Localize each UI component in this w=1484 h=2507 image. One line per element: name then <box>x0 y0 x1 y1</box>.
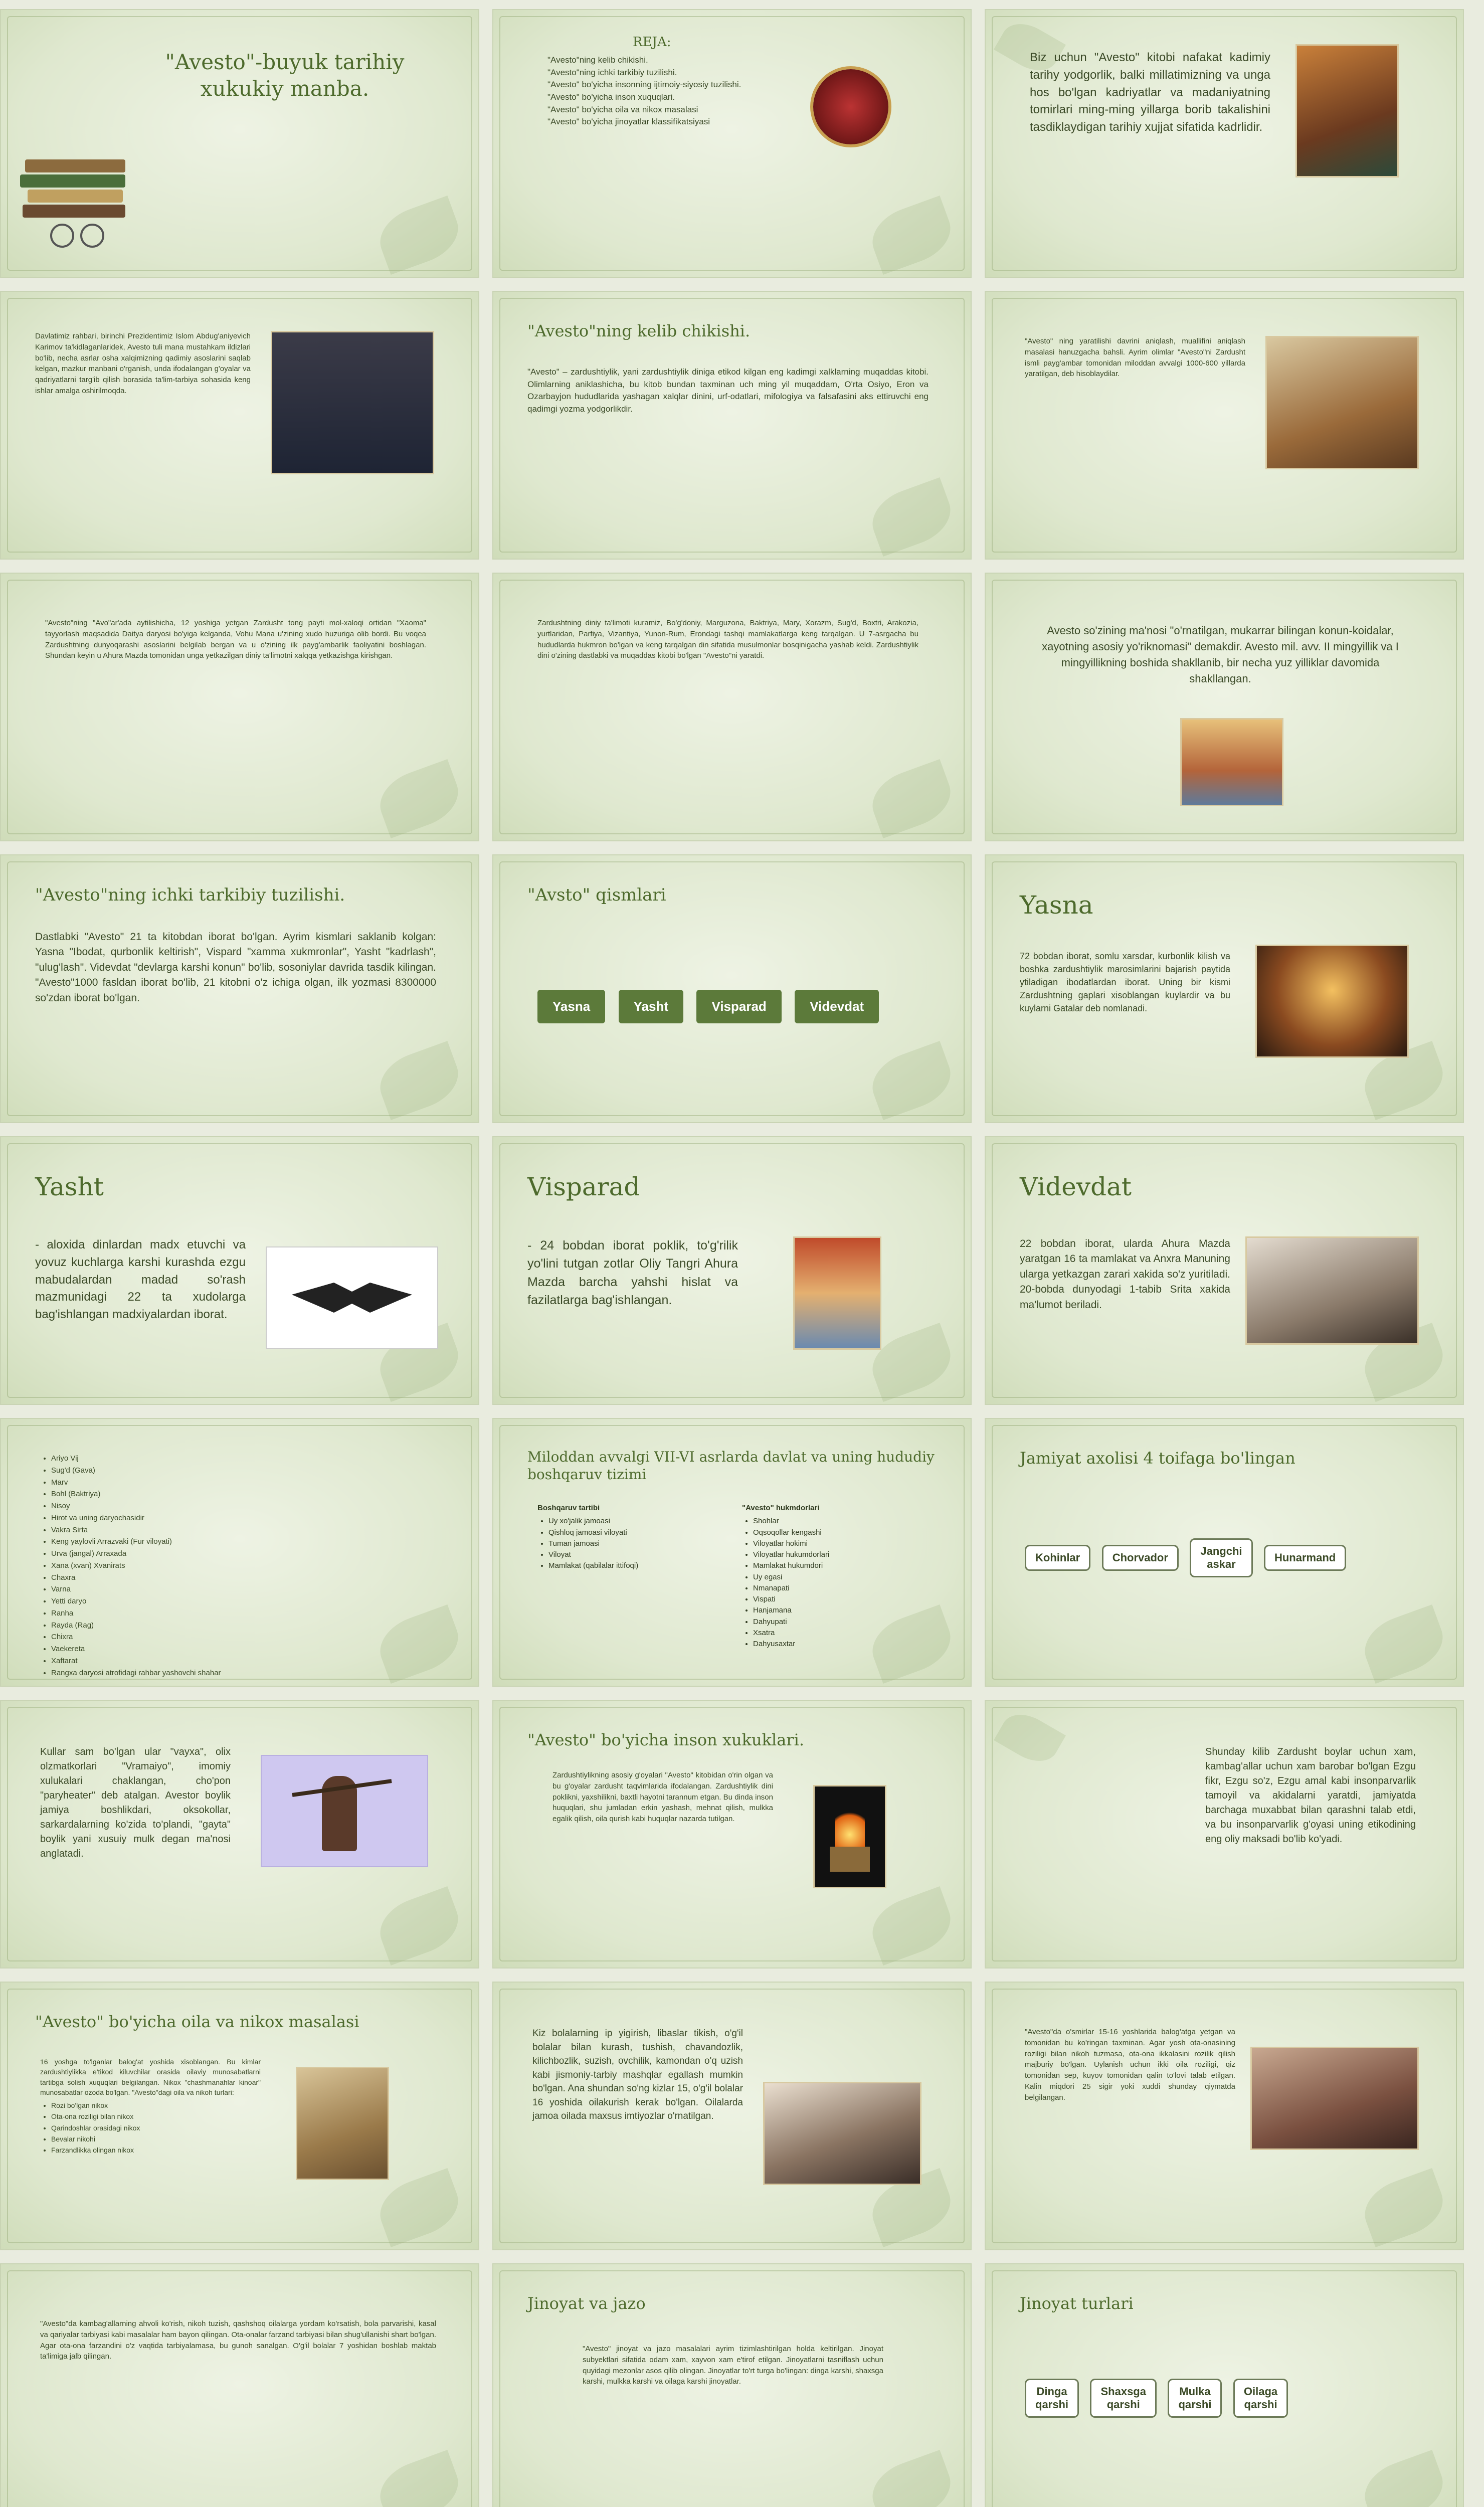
crime-type-person[interactable]: Shaxsga qarshi <box>1090 2379 1157 2418</box>
family-item: • Ota-ona roziligi bilan nikox <box>51 2111 261 2121</box>
children-text: Kiz bolalarning ip yigirish, libaslar tikish, o'g'il bolalar bilan kurash, tushish, chavandozlik, kilichbozlik, suzish, ovchilik, kamondan o'q uzish kabi jismoniy-tarbiy mashqlar egallash mumkin bo'lgan. Ana shundan so'ng kizlar 15, o'g'il bolalar 16 yoshida oilakurish kerak bo'lgan. Oilalarda jamoa oilada maxsus imtiyozlar o'rnatilgan. <box>532 2028 743 2122</box>
portrait-image <box>271 331 434 474</box>
yasht-title: Yasht <box>35 1172 104 1201</box>
governance-col-a-item: • Qishloq jamoasi viloyati <box>548 1528 722 1538</box>
society-chips <box>1025 1538 1355 1577</box>
family-item: • Farzandlikka olingan nikox <box>51 2145 261 2155</box>
family-paragraph: 16 yoshga to'lganlar balog'at yoshida xisoblangan. Bu kimlar zardushtiylikka e'tikod kiluvchilar orasida oilaviy munosabatlarni tartibga solish xuquqlari belgilangan. Nikox "chashmanahlar kinoar" munosabatlar ozoda bo'lgan. "Avesto"dagi oila va nikoh turlari: <box>40 2058 261 2096</box>
marriage-image <box>1250 2047 1419 2150</box>
country-item: • Varna <box>51 1584 341 1595</box>
zardusht-image <box>1265 336 1419 469</box>
slide-upbringing[interactable] <box>0 2263 479 2507</box>
videvdat-title: Videvdat <box>1020 1172 1132 1201</box>
yasht-text: - aloxida dinlardan madx etuvchi va yovuz kuchlarga karshi kurashda ezgu mabudalardan madad so'rash mazmunidagi 22 ta xudolarga bag'ishlangan madxiyalardan iborat. <box>35 1238 246 1322</box>
visparad-text: - 24 bobdan iborat poklik, to'g'rilik yo'lini tutgan zotlar Oliy Tangri Ahura Mazda barcha yahshi hislat va fazilatlarga bag'ishlangan. <box>527 1238 738 1307</box>
yasna-image <box>1255 945 1409 1058</box>
country-item: • Hirot va uning daryochasidir <box>51 1513 341 1524</box>
country-item: • Yetti daryo <box>51 1596 341 1607</box>
country-item: • Xaftarat <box>51 1656 341 1667</box>
country-item: • Rayda (Rag) <box>51 1620 341 1631</box>
children-image <box>763 2082 921 2185</box>
governance-col-a-header: Boshqaruv tartibi <box>537 1504 600 1512</box>
part-yasht-button[interactable]: Yasht <box>619 990 683 1023</box>
fire-altar-image <box>813 1785 886 1888</box>
relief-image <box>296 2067 389 2180</box>
part-videvdat-button[interactable]: Videvdat <box>795 990 879 1023</box>
governance-col-b-item: • Nmanapati <box>753 1583 926 1593</box>
country-item: • Vaekereta <box>51 1644 341 1655</box>
crime-type-family[interactable]: Oilaga qarshi <box>1233 2379 1288 2418</box>
parts-buttons <box>537 990 890 1023</box>
governance-col-b-item: • Hanjamana <box>753 1605 926 1616</box>
governance-col-a-item: • Mamlakat (qabilalar ittifoqi) <box>548 1561 722 1571</box>
rights-text: Zardushtiylikning asosiy g'oyalari "Avesto" kitobidan o'rin olgan va bu g'oyalar zardusht taqvimlarida ifodalangan. Zardushtiylik dini poklikni, yaxshilikni, baxtli hayotni tarannum etgan. Bu dinda inson huquqlari, shu jumladan erkin yashash, mehnat qilish, mulkka egalik qilish, oila qurish kabi huquqlar nazarda tutilgan. <box>552 1771 773 1823</box>
upbringing-text: "Avesto"da kambag'allarning ahvoli ko'rish, nikoh tuzish, qashshoq oilalarga yordam ko'rsatish, bola parvarishi, kasal va qariyalar tarbiyasi kabi masalalar ham bayon qilingan. Ota-onalar farzand tarbiyasi bilan shug'ullanishi shart bo'lgan. Agar ota-ona farzandini o'z vaqtida tarbiyalamasa, bu gunoh sanalgan. O'g'il bolalar 7 yoshidan boshlab maktab ta'limiga jalb qilingan. <box>40 2319 436 2361</box>
family-item: • Rozi bo'lgan nikox <box>51 2100 261 2110</box>
governance-col-b-item: • Uy egasi <box>753 1572 926 1582</box>
governance-title: Miloddan avvalgi VII-VI asrlarda davlat va uning hududiy boshqaruv tizimi <box>527 1449 935 1483</box>
yasna-text: 72 bobdan iborat, somlu xarsdar, kurbonlik kilish va boshka zardushtiylik marosimlarini bajarish paytida ytiladigan ibodatlardan iborat. Uning bir kismi Zardushtning gaplari xisoblangan kuylardir va bu kuylarni Gatalar deb nomlanadi. <box>1020 951 1230 1014</box>
slide-slaves[interactable] <box>0 1700 479 1968</box>
slide-marriage[interactable] <box>985 1982 1464 2250</box>
slide-zardusht[interactable] <box>985 291 1464 560</box>
slaves-text: Kullar sam bo'lgan ular "vayxa", olix olzmatkorlari "Vramaiyo", imomiy xulukalari chaklangan, cho'pon "paryheater" deb atalgan. Avestor boylik jamiya boshlikdari, oksokollar, sarkardalarning ko'zida to'plandi, "gayta" boylik yani xusuiy mulk degan ma'nosi anglatadi. <box>40 1746 231 1859</box>
slide-visparad[interactable] <box>492 1136 972 1405</box>
slide-equality[interactable] <box>985 1700 1464 1968</box>
slide-intro[interactable] <box>985 9 1464 278</box>
president-text: Davlatimiz rahbari, birinchi Prezidentimiz Islom Abdug'aniyevich Karimov ta'kidlaganlaridek, Avesto tuli mana mustahkam ildizlari bo'lib, necha asrlar osha xalqimizning qadimiy asoslarini saqlab kelgan, mazkur manbani o'rganish, unda ifodalangan g'oyalar va qadriyatlarni targ'ib qilish borasida ta'lim-tarbiya sohasida keng ishlar amalga oshirilmoqda. <box>35 332 251 395</box>
slide-meaning[interactable] <box>985 573 1464 841</box>
governance-columns <box>537 1503 926 1650</box>
country-item: • Rangxa daryosi atrofidagi rahbar yashovchi shahar <box>51 1668 341 1679</box>
society-chip-jangchi[interactable]: Jangchi askar <box>1190 1538 1252 1577</box>
slide-origin[interactable] <box>492 291 972 560</box>
slide-president[interactable] <box>0 291 479 560</box>
country-item: • Vakra Sirta <box>51 1525 341 1536</box>
yasna-title: Yasna <box>1020 890 1093 920</box>
seal-icon <box>813 69 888 144</box>
country-item: • Keng yaylovli Arrazvaki (Fur viloyati) <box>51 1536 341 1547</box>
country-item: • Sug'd (Gava) <box>51 1465 341 1476</box>
videvdat-image <box>1245 1236 1419 1345</box>
governance-col-b-header: "Avesto" hukmdorlari <box>742 1504 820 1512</box>
structure-text: Dastlabki "Avesto" 21 ta kitobdan iborat bo'lgan. Ayrim kismlari saklanib kolgan: Yasna "Ibodat, qurbonlik keltirish", Vispard "xamma xukmronlar", Yasht "kadrlash", "ulug'lash". Videvdat "devlarga karshi konun" bo'lib, sosoniylar davrida tasdik kilingan. "Avesto"1000 fasldan iborat bo'lib, 21 kitobni o'z ichiga olgan, ilk yozmasi 8300000 so'zdan iborat bo'lgan. <box>35 931 436 1004</box>
meaning-text: Avesto so'zining ma'nosi "o'rnatilgan, mukarrar bilingan konun-koidalar, xayotning asosiy yo'riknomasi" demakdir. Avesto mil. avv. II mingyillik va I mingyillikning boshida shakllanib, bir necha yuz yilliklar davomida shakllangan. <box>1042 624 1399 685</box>
stamp-image <box>1180 718 1283 806</box>
slide-rights[interactable] <box>492 1700 972 1968</box>
family-item: • Qarindoshlar orasidagi nikox <box>51 2123 261 2133</box>
country-item: • Ranha <box>51 1608 341 1619</box>
slide-children[interactable] <box>492 1982 972 2250</box>
society-chip-chorvador[interactable]: Chorvador <box>1102 1545 1179 1571</box>
slide-spread[interactable] <box>492 573 972 841</box>
plan-item: "Avesto" bo'yicha inson xuquqlari. <box>547 92 675 102</box>
country-item: • Nisoy <box>51 1501 341 1512</box>
society-chip-hunarmand[interactable]: Hunarmand <box>1264 1545 1346 1571</box>
governance-col-b-item: • Viloyatlar hokimi <box>753 1539 926 1549</box>
family-text <box>40 2057 261 2157</box>
plan-list <box>547 54 758 128</box>
origin-title: "Avesto"ning kelib chikishi. <box>527 321 751 340</box>
slide-parts[interactable] <box>492 854 972 1123</box>
governance-col-a-item: • Uy xo'jalik jamoasi <box>548 1516 722 1526</box>
rights-title: "Avesto" bo'yicha inson xukuklari. <box>527 1730 804 1749</box>
slide-videvdat[interactable] <box>985 1136 1464 1405</box>
visparad-title: Visparad <box>527 1172 640 1201</box>
slide-title[interactable] <box>0 9 479 278</box>
country-item: • Xana (xvan) Xvanirats <box>51 1560 341 1571</box>
slide-title-text: "Avesto"-buyuk tarihiy xukukiy manba. <box>165 50 405 101</box>
part-yasna-button[interactable]: Yasna <box>537 990 605 1023</box>
country-item: • Urva (jangal) Arraxada <box>51 1548 341 1559</box>
governance-col-b-item: • Viloyatlar hukumdorlari <box>753 1550 926 1560</box>
equality-text: Shunday kilib Zardusht boylar uchun xam, kambag'allar uchun xam barobar bo'lgan Ezgu fikr, Ezgu so'z, Ezgu amal kabi insonparvarlik tamoyil va akidalarni yaratdi, jamiyatda barchaga muxabbat bilan qarashni talab etdi, va bu insonparvarlik g'oyasi uning etikodining eng oliy maksadi bo'lib ko'yadi. <box>1205 1746 1416 1845</box>
crime-title: Jinoyat va jazo <box>527 2294 646 2313</box>
country-item: • Bohl (Baktriya) <box>51 1489 341 1500</box>
slide-crime-types[interactable] <box>985 2263 1464 2507</box>
faravahar-icon <box>266 1246 438 1349</box>
family-title: "Avesto" bo'yicha oila va nikox masalasi <box>35 2012 359 2031</box>
manuscript-image <box>1295 44 1399 177</box>
books-illustration <box>20 149 130 250</box>
archer-image <box>261 1755 428 1867</box>
parts-title: "Avsto" qismlari <box>527 885 666 905</box>
part-visparad-button[interactable]: Visparad <box>696 990 781 1023</box>
governance-col-b-item: • Shohlar <box>753 1516 926 1526</box>
slide-yasna[interactable] <box>985 854 1464 1123</box>
slide-story[interactable] <box>0 573 479 841</box>
countries-list <box>40 1453 341 1679</box>
governance-col-b-item: • Dahyupati <box>753 1617 926 1627</box>
slide-yasht[interactable] <box>0 1136 479 1405</box>
governance-col-b-item: • Xsatra <box>753 1628 926 1638</box>
crime-types-title: Jinoyat turlari <box>1020 2294 1134 2313</box>
zardusht-text: "Avesto" ning yaratilishi davrini aniqlash, muallifini aniqlash masalasi hanuzgacha bahsli. Ayrim olimlar "Avesto"ni Zardusht ismli payg'ambar tomonidan miloddan avvalgi 1000-600 yillarda yaratilgan, deb hisoblaydilar. <box>1025 337 1245 379</box>
governance-col-a-item: • Viloyat <box>548 1550 722 1560</box>
slide-plan[interactable] <box>492 9 972 278</box>
society-title: Jamiyat axolisi 4 toifaga bo'lingan <box>1020 1449 1295 1468</box>
plan-item: "Avesto"ning kelib chikishi. <box>547 55 648 65</box>
governance-col-b-item: • Dahyusaxtar <box>753 1639 926 1649</box>
society-chip-kohinlar[interactable]: Kohinlar <box>1025 1545 1090 1571</box>
origin-text: "Avesto" – zardushtiylik, yani zardushtiylik diniga etikod kilgan eng kadimgi xalklarning muqaddas kitobi. Olimlarning aniklashicha, bu kitob bundan taxminan uch ming yil muqaddam, O'rta Osiyo, Eron va Ozarbayjon hududlarida yashagan xalqlar dinini, urf-odatlari, mifologiya va falsafasini aks ettiruvchi eng qadimgi yozma yodgorlikdir. <box>527 367 929 414</box>
plan-item: "Avesto"ning ichki tarkibiy tuzilishi. <box>547 67 677 77</box>
crime-type-religion[interactable]: Dinga qarshi <box>1025 2379 1079 2418</box>
plan-item: "Avesto" bo'yicha jinoyatlar klassifikatsiyasi <box>547 117 710 127</box>
slide-family[interactable] <box>0 1982 479 2250</box>
country-item: • Chixra <box>51 1632 341 1643</box>
country-item: • Marv <box>51 1477 341 1488</box>
plan-item: "Avesto" bo'yicha oila va nikox masalasi <box>547 104 698 114</box>
governance-col-b-item: • Vispati <box>753 1594 926 1604</box>
intro-text: Biz uchun "Avesto" kitobi nafakat kadimiy tarihy yodgorlik, balki millatimizning va unga hos bo'lgan kadriyatlar va madaniyatning tomirlari ming-ming yillarga borib takalishini tasdiklaydigan tarihiy xujjat sifatida kadrlidir. <box>1030 51 1270 134</box>
governance-col-b-item: • Oqsoqollar kengashi <box>753 1528 926 1538</box>
marriage-text: "Avesto"da o'smirlar 15-16 yoshlarida balog'atga yetgan va tomonidan bu ko'ringan taxminan. Agar yosh ota-onasining roziligi bilan nikoh tuzmasa, ota-ona ikkalasini rozilik qilish majburiy bo'lgan. Uylanish uchun ikki oila roziligi, qiz tomonidan sep, kuyov tomonidan qalin to'lovi talab etilgan. Kalin miqdori 25 sigir yoki xuddi shunday qiymatda belgilangan. <box>1025 2028 1235 2102</box>
story-text: "Avesto"ning "Avo"ar'ada aytilishicha, 12 yoshiga yetgan Zardusht tong payti mol-xaloqi ortidan "Xaoma" tayyorlash maqsadida Daitya daryosi bo'yiga kelganda, Vohu Mana u'zining xudo huzuriga olib bordi. Bu voqea Zardushtning dunyoqarashi asoslarini belgilab bergan va u o'zining ilk payg'ambarlik faoliyatini boshlagan. Shundan keyin u Ahura Mazda tomonidan unga yetkazilgan diniy ta'limotni xalqqa yetkazishga kirishgan. <box>45 619 426 660</box>
crime-text: "Avesto" jinoyat va jazo masalalari ayrim tizimlashtirilgan holda keltirilgan. Jinoyat subyektlari sifatida odam xam, xayvon xam e'tirof etilgan. Jinoyatlarni tasniflash uchun quyidagi mezonlar asos qilib olingan. Jinoyatlar to'rt turga bo'lingan: dinga karshi, shaxsga karshi, mulkka karshi va oilaga karshi jinoyatlar. <box>583 2345 883 2386</box>
governance-col-a-item: • Tuman jamoasi <box>548 1539 722 1549</box>
spread-text: Zardushtning diniy ta'limoti kuramiz, Bo'g'doniy, Marguzona, Baktriya, Mary, Xorazm, Sug'd, Boxtri, Arakozia, yurtlaridan, Parfiya, Vizantiya, Yunon-Rum, Erondagi tashqi mamlakatlarga keng tarqalgan. U 7-asrgacha bu hududlarda hukmron bo'lgan va keng tarqalgan din sifatida musulmonlar bosqinigacha yashab keldi. Zardushtiylik dini o'zining dastlabki va muqaddas kitobi bo'lgan "Avesto"ni yaratdi. <box>537 619 918 660</box>
slide-governance[interactable] <box>492 1418 972 1687</box>
slide-crime[interactable] <box>492 2263 972 2507</box>
crime-type-property[interactable]: Mulka qarshi <box>1168 2379 1222 2418</box>
slide-society[interactable] <box>985 1418 1464 1687</box>
slide-structure[interactable] <box>0 854 479 1123</box>
plan-title: REJA: <box>633 35 671 50</box>
family-item: • Bevalar nikohi <box>51 2134 261 2144</box>
governance-col-b-item: • Mamlakat hukumdori <box>753 1561 926 1571</box>
slide-countries[interactable] <box>0 1418 479 1687</box>
plan-item: "Avesto" bo'yicha insonning ijtimoiy-siyosiy tuzilishi. <box>547 80 741 90</box>
country-item: • Chaxra <box>51 1572 341 1583</box>
crime-types-chips <box>1025 2379 1297 2418</box>
country-item: • Ariyo Vij <box>51 1453 341 1464</box>
videvdat-text: 22 bobdan iborat, ularda Ahura Mazda yaratgan 16 ta mamlakat va Anxra Manuning ularga yetkazgan zarari xakida so'z yuritiladi. 20-bobda dunyodagi 1-tabib Srita xakida ma'lumot beriladi. <box>1020 1238 1230 1311</box>
structure-title: "Avesto"ning ichki tarkibiy tuzilishi. <box>35 885 345 905</box>
visparad-image <box>793 1236 881 1350</box>
